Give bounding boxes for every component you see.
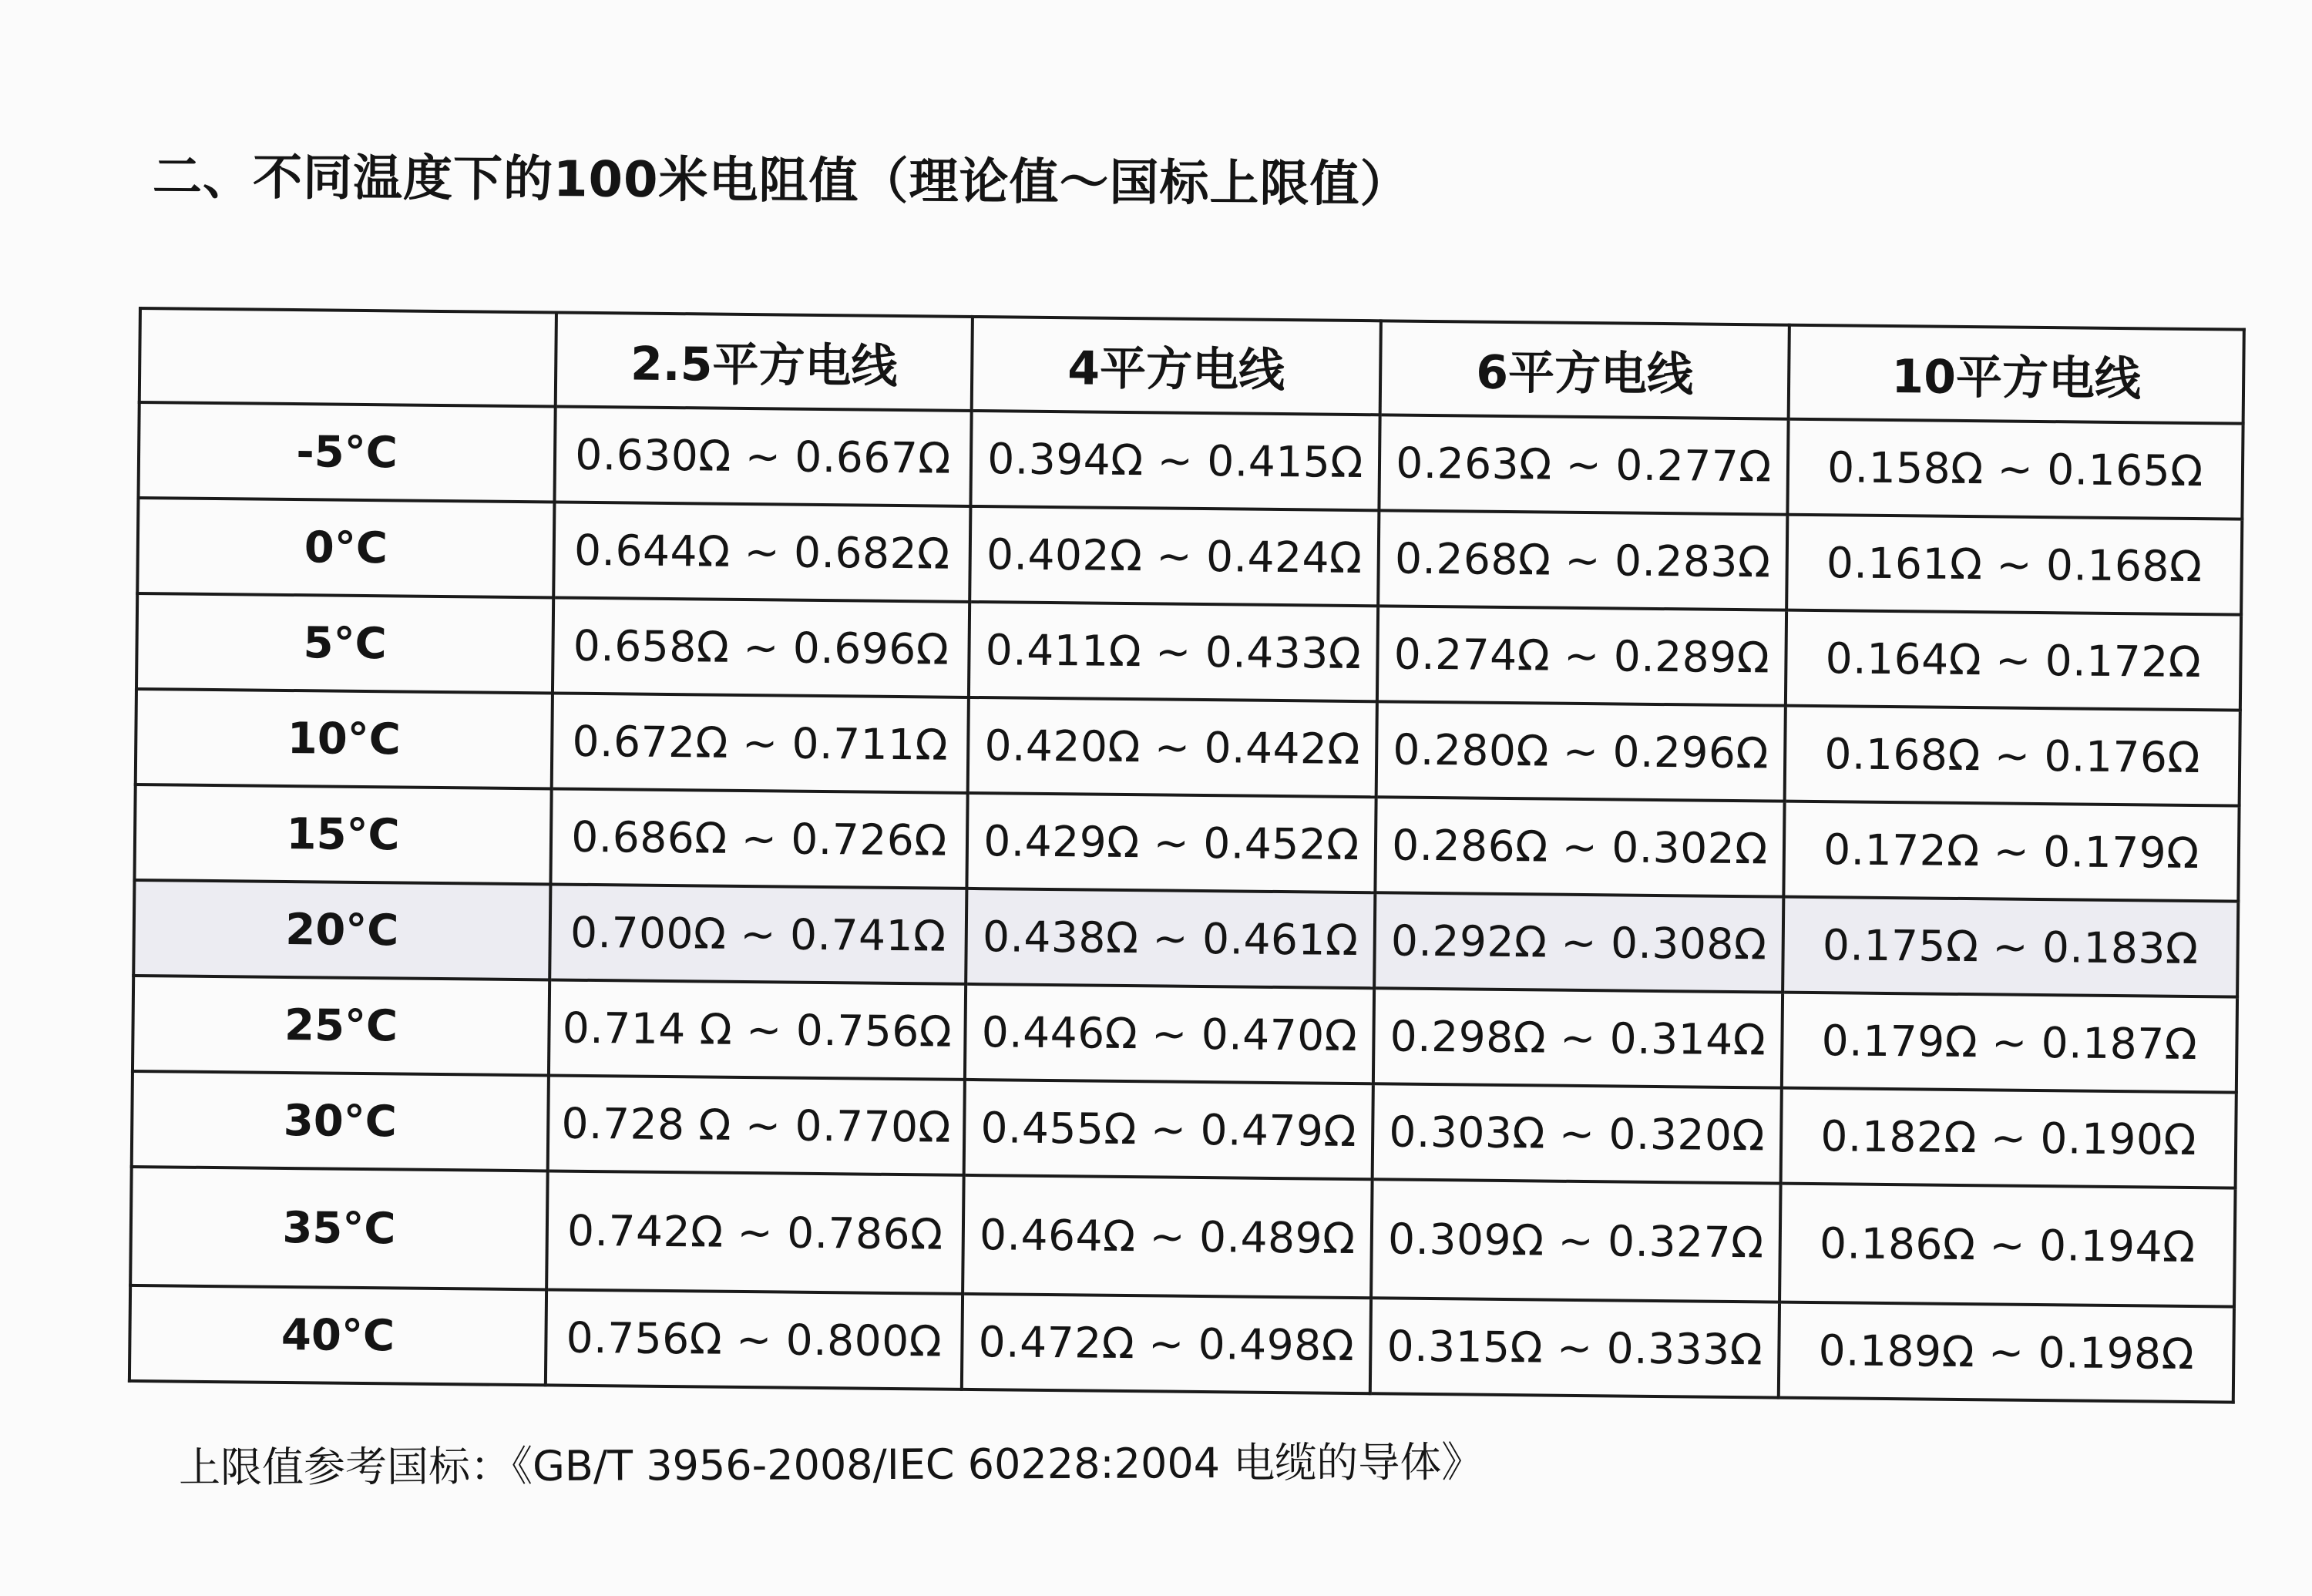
standard-reference-note: 上限值参考国标：《GB/T 3956-2008/IEC 60228:2004 电缆的导体》	[178, 1437, 1484, 1492]
resistance-cell: 0.686Ω ~ 0.726Ω	[550, 788, 967, 888]
temperature-cell: 10°C	[136, 689, 553, 788]
temperature-cell: 0°C	[137, 498, 554, 597]
temperature-cell: 20°C	[133, 880, 550, 979]
resistance-cell: 0.446Ω ~ 0.470Ω	[965, 984, 1374, 1084]
corner-cell	[139, 308, 556, 406]
temperature-cell: 25°C	[133, 976, 549, 1075]
resistance-cell: 0.175Ω ~ 0.183Ω	[1783, 897, 2238, 997]
temperature-cell: 35°C	[130, 1167, 548, 1289]
resistance-cell: 0.411Ω ~ 0.433Ω	[969, 602, 1378, 701]
resistance-cell: 0.292Ω ~ 0.308Ω	[1374, 892, 1783, 992]
resistance-cell: 0.420Ω ~ 0.442Ω	[968, 697, 1377, 797]
resistance-cell: 0.742Ω ~ 0.786Ω	[546, 1171, 964, 1293]
resistance-cell: 0.186Ω ~ 0.194Ω	[1779, 1184, 2236, 1307]
resistance-cell: 0.464Ω ~ 0.489Ω	[963, 1175, 1373, 1298]
resistance-cell: 0.402Ω ~ 0.424Ω	[969, 506, 1379, 606]
resistance-cell: 0.303Ω ~ 0.320Ω	[1373, 1084, 1782, 1183]
resistance-cell: 0.298Ω ~ 0.314Ω	[1373, 988, 1783, 1087]
resistance-table	[128, 307, 2246, 1404]
resistance-cell: 0.658Ω ~ 0.696Ω	[553, 597, 969, 697]
resistance-cell: 0.714 Ω ~ 0.756Ω	[549, 979, 966, 1079]
column-header-6: 6平方电线	[1380, 321, 1789, 418]
resistance-cell: 0.644Ω ~ 0.682Ω	[553, 502, 970, 601]
resistance-cell: 0.438Ω ~ 0.461Ω	[966, 889, 1375, 988]
resistance-cell: 0.728 Ω ~ 0.770Ω	[548, 1075, 965, 1174]
resistance-cell: 0.161Ω ~ 0.168Ω	[1786, 515, 2242, 615]
resistance-table-wrapper	[128, 307, 2243, 1404]
resistance-cell: 0.455Ω ~ 0.479Ω	[964, 1080, 1373, 1179]
resistance-cell: 0.164Ω ~ 0.172Ω	[1786, 610, 2241, 711]
resistance-cell: 0.268Ω ~ 0.283Ω	[1378, 510, 1787, 610]
resistance-cell: 0.700Ω ~ 0.741Ω	[549, 884, 966, 983]
temperature-cell: 30°C	[132, 1071, 549, 1171]
column-header-4: 4平方电线	[972, 317, 1381, 415]
resistance-cell: 0.274Ω ~ 0.289Ω	[1377, 606, 1786, 705]
resistance-cell: 0.286Ω ~ 0.302Ω	[1375, 797, 1784, 896]
resistance-cell: 0.179Ω ~ 0.187Ω	[1782, 993, 2237, 1093]
table-row	[129, 1285, 2234, 1403]
resistance-cell: 0.189Ω ~ 0.198Ω	[1779, 1302, 2234, 1403]
resistance-cell: 0.472Ω ~ 0.498Ω	[962, 1294, 1371, 1393]
column-header-2.5: 2.5平方电线	[556, 312, 973, 410]
temperature-cell: 40°C	[129, 1285, 546, 1385]
resistance-cell: 0.672Ω ~ 0.711Ω	[552, 693, 969, 792]
resistance-cell: 0.429Ω ~ 0.452Ω	[966, 793, 1376, 892]
column-header-10: 10平方电线	[1789, 325, 2244, 424]
temperature-cell: 15°C	[134, 785, 551, 884]
resistance-cell: 0.309Ω ~ 0.327Ω	[1371, 1179, 1781, 1302]
resistance-cell: 0.172Ω ~ 0.179Ω	[1783, 801, 2239, 902]
resistance-cell: 0.263Ω ~ 0.277Ω	[1379, 415, 1788, 514]
resistance-cell: 0.280Ω ~ 0.296Ω	[1376, 701, 1786, 801]
resistance-cell: 0.182Ω ~ 0.190Ω	[1781, 1088, 2236, 1188]
temperature-cell: -5°C	[138, 402, 555, 502]
resistance-cell: 0.158Ω ~ 0.165Ω	[1787, 419, 2243, 519]
resistance-cell: 0.315Ω ~ 0.333Ω	[1370, 1298, 1779, 1397]
section-heading: 二、不同温度下的100米电阻值（理论值～国标上限值）	[152, 149, 1410, 213]
resistance-cell: 0.630Ω ~ 0.667Ω	[554, 406, 971, 506]
resistance-cell: 0.756Ω ~ 0.800Ω	[546, 1289, 963, 1389]
temperature-cell: 5°C	[136, 593, 553, 693]
resistance-cell: 0.168Ω ~ 0.176Ω	[1785, 706, 2240, 806]
resistance-cell: 0.394Ω ~ 0.415Ω	[970, 411, 1379, 510]
table-row	[130, 1167, 2235, 1307]
